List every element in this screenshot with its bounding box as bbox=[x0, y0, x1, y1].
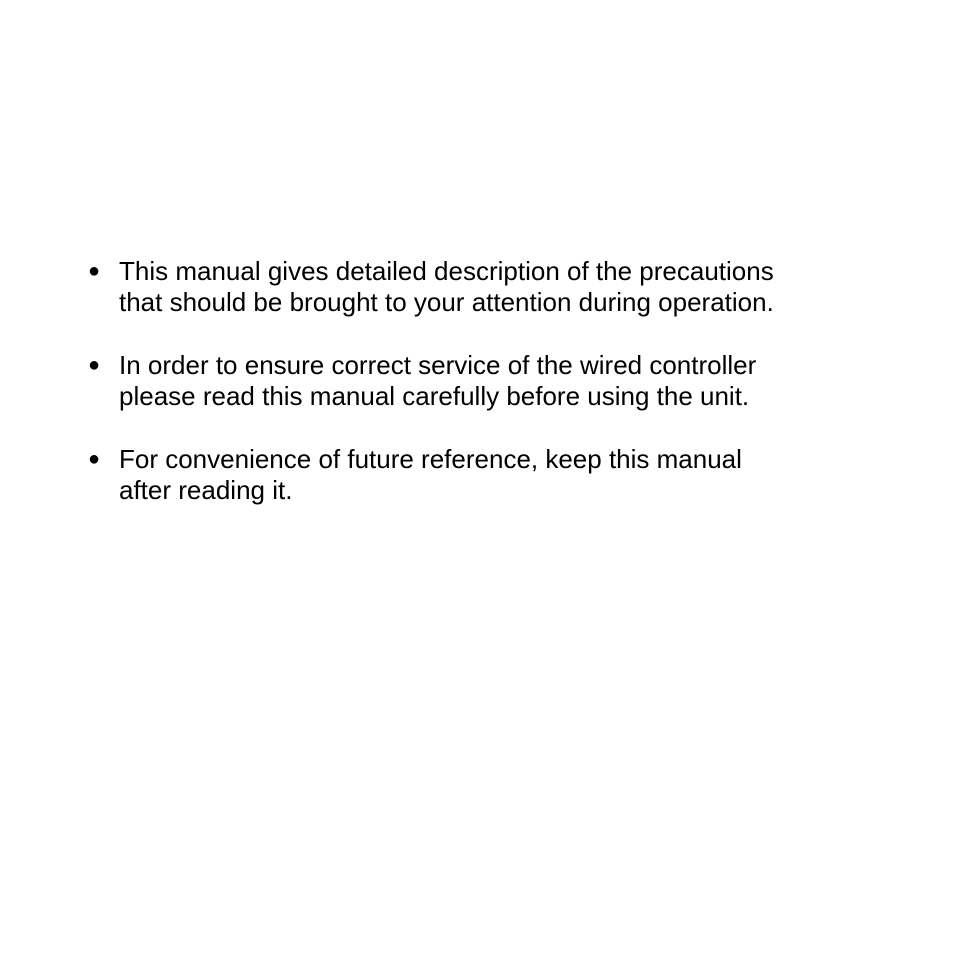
precautions-list bbox=[88, 256, 848, 506]
note-line: In order to ensure correct service of the wired controller bbox=[119, 350, 757, 380]
list-item bbox=[88, 350, 848, 412]
list-item bbox=[88, 444, 848, 506]
note-line: that should be brought to your attention during operation. bbox=[119, 287, 774, 317]
note-line: please read this manual carefully before using the unit. bbox=[119, 381, 750, 411]
note-line: This manual gives detailed description of the precautions bbox=[119, 256, 774, 286]
note-line: after reading it. bbox=[119, 475, 293, 505]
bullet-icon: ● bbox=[88, 260, 101, 282]
bullet-icon: ● bbox=[88, 354, 101, 376]
bullet-icon: ● bbox=[88, 448, 101, 470]
list-item bbox=[88, 256, 848, 318]
note-line: For convenience of future reference, keep this manual bbox=[119, 444, 742, 474]
